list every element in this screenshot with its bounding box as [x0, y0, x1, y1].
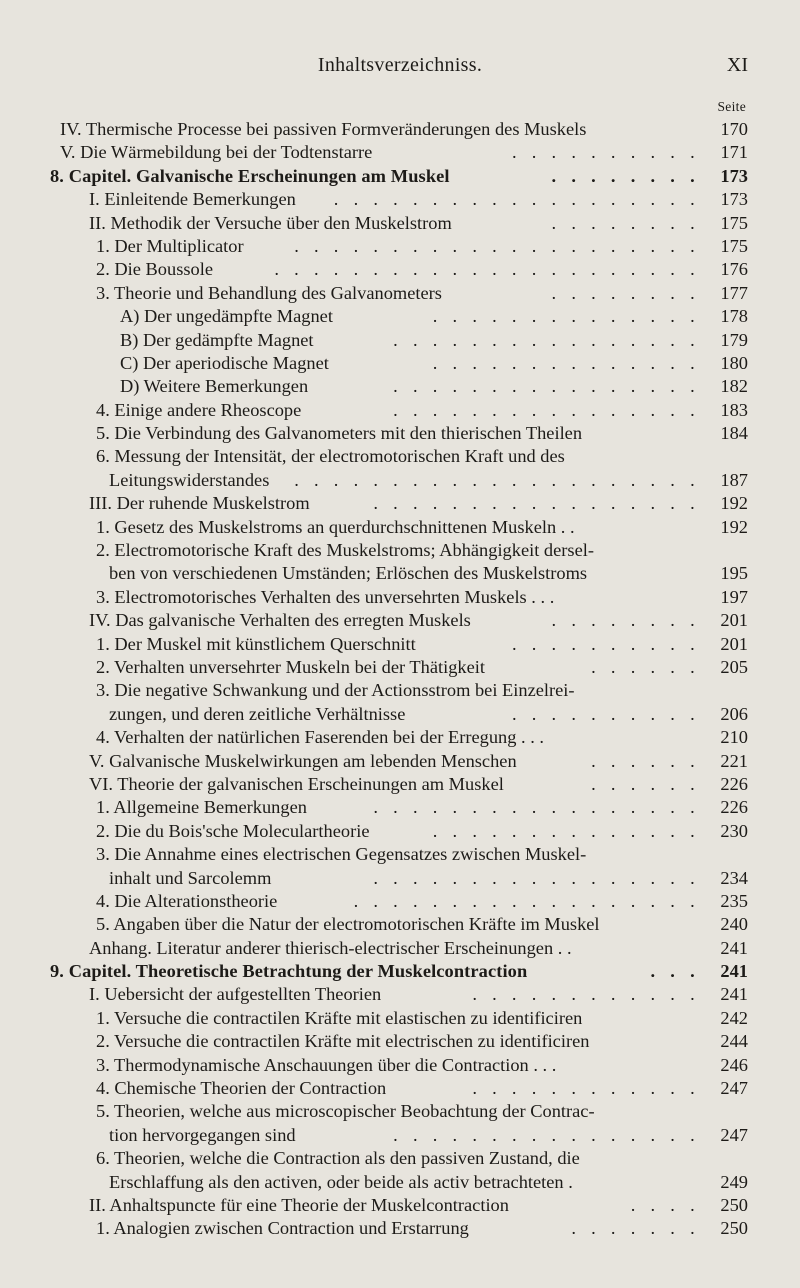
toc-page-number: 221 — [720, 750, 748, 771]
toc-entry — [0, 562, 800, 585]
toc-leader-dots: . . . . . . . — [571, 1218, 700, 1239]
toc-entry — [0, 843, 800, 866]
toc-entry — [0, 258, 800, 281]
running-title: Inhaltsverzeichniss. — [317, 54, 483, 76]
toc-entry — [0, 586, 800, 609]
toc-page-number: 249 — [720, 1171, 748, 1192]
toc-entry-title: 3. Thermodynamische Anschauungen über die Contraction . . . — [96, 1054, 557, 1075]
toc-entry-title: I. Uebersicht der aufgestellten Theorien — [89, 984, 382, 1005]
toc-page-number: 241 — [720, 961, 748, 982]
toc-entry — [0, 656, 800, 679]
toc-entry-title: zungen, und deren zeitliche Verhältnisse — [109, 703, 406, 724]
toc-entry-title: 4. Chemische Theorien der Contraction — [96, 1078, 387, 1099]
toc-leader-dots: . . . . . . . . — [551, 282, 700, 303]
toc-entry — [0, 1100, 800, 1123]
toc-leader-dots: . . . . . . . . . . — [511, 142, 700, 163]
toc-entry-title: tion hervorgegangen sind — [109, 1124, 296, 1145]
toc-leader-dots: . . . . . . . . — [551, 165, 700, 186]
toc-entry-title: C) Der aperiodische Magnet — [120, 352, 329, 373]
toc-entry-title: 1. Allgemeine Bemerkungen — [96, 797, 307, 818]
toc-entry — [0, 329, 800, 352]
toc-page-number: 250 — [720, 1218, 748, 1239]
seite-column-label: Seite — [717, 99, 746, 114]
toc-page-number: 201 — [720, 633, 748, 654]
toc-entry-title: 1. Gesetz des Muskelstroms an querdurchschnittenen Muskeln . . — [96, 516, 575, 537]
toc-leader-dots: . . . . . . . . . . . . — [472, 1078, 700, 1099]
toc-entry-title: 5. Theorien, welche aus microscopischer Beobachtung der Contrac- — [96, 1101, 595, 1122]
toc-page-number: 206 — [720, 703, 748, 724]
toc-page-number: 240 — [720, 914, 748, 935]
toc-entry — [0, 492, 800, 515]
toc-entry — [0, 983, 800, 1006]
toc-page-number: 197 — [720, 586, 748, 607]
toc-entry-title: B) Der gedämpfte Magnet — [120, 329, 314, 350]
toc-leader-dots: . . . . . . . . . . . . . . . . — [393, 1124, 700, 1145]
toc-entry — [0, 679, 800, 702]
toc-entry-title: 4. Einige andere Rheoscope — [96, 399, 302, 420]
toc-entry — [0, 890, 800, 913]
toc-entry — [0, 422, 800, 445]
toc-entry-title: IV. Das galvanische Verhalten des erregten Muskels — [89, 610, 471, 631]
toc-entry — [0, 445, 800, 468]
toc-entry — [0, 352, 800, 375]
toc-entry — [0, 1124, 800, 1147]
toc-entry — [0, 796, 800, 819]
toc-entry-title: inhalt und Sarcolemm — [109, 867, 272, 888]
toc-entry — [0, 1007, 800, 1030]
toc-entry-title: 4. Verhalten der natürlichen Faserenden bei der Erregung . . . — [96, 727, 545, 748]
toc-entry-title: ben von verschiedenen Umständen; Erlöschen des Muskelstroms — [109, 563, 588, 584]
toc-entry-title: 2. Die Boussole — [96, 259, 213, 280]
running-header — [0, 0, 800, 76]
toc-entry — [0, 375, 800, 398]
toc-entry — [0, 282, 800, 305]
toc-page-number: 175 — [720, 212, 748, 233]
page-number: XI — [726, 54, 748, 76]
toc-page-number: 173 — [720, 189, 748, 210]
toc-page-number: 226 — [720, 797, 748, 818]
toc-page-number: 183 — [720, 399, 748, 420]
toc-entry — [0, 1030, 800, 1053]
toc-entry — [0, 750, 800, 773]
toc-leader-dots: . . . . — [630, 1194, 700, 1215]
toc-page-number: 184 — [720, 423, 748, 444]
toc-entry — [0, 118, 800, 141]
toc-entry — [0, 937, 800, 960]
toc-leader-dots: . . . . . . — [591, 750, 700, 771]
toc-entry — [0, 1147, 800, 1170]
toc-entry-title: Erschlaffung als den activen, oder beide als activ betrachteten . — [109, 1171, 573, 1192]
toc-page-number: 241 — [720, 984, 748, 1005]
toc-page-number: 195 — [720, 563, 748, 584]
toc-leader-dots: . . . . . . . . . . . . . . . . . . . — [333, 189, 700, 210]
toc-leader-dots: . . . . . . — [591, 656, 700, 677]
toc-leader-dots: . . . . . . . . . . . . . . . . . — [373, 867, 700, 888]
toc-leader-dots: . . . . . . . . — [551, 212, 700, 233]
toc-entry-title: 3. Electromotorisches Verhalten des unversehrten Muskels . . . — [96, 586, 555, 607]
toc-leader-dots: . . . . . . . . . . . . — [472, 984, 700, 1005]
toc-entry-title: 1. Der Muskel mit künstlichem Querschnitt — [96, 633, 416, 654]
toc-page-number: 246 — [720, 1054, 748, 1075]
toc-leader-dots: . . . . . . . . . . . . . . . . — [393, 376, 700, 397]
toc-page-number: 205 — [720, 656, 748, 677]
toc-entry — [0, 1217, 800, 1240]
toc-entry-title: Leitungswiderstandes — [109, 469, 270, 490]
toc-entry — [0, 305, 800, 328]
toc-page-number: 170 — [720, 119, 748, 139]
toc-page-number: 192 — [720, 516, 748, 537]
toc-entry — [0, 516, 800, 539]
toc-entry-title: 6. Messung der Intensität, der electromotorischen Kraft und des — [96, 446, 565, 467]
toc-entry — [0, 726, 800, 749]
toc-entry-title: V. Die Wärmebildung bei der Todtenstarre — [60, 142, 373, 163]
toc-entry-title: 9. Capitel. Theoretische Betrachtung der Muskelcontraction — [50, 961, 528, 982]
toc-page-number: 230 — [720, 820, 748, 841]
toc-entry — [0, 820, 800, 843]
toc-entry-title: D) Weitere Bemerkungen — [120, 376, 309, 397]
toc-chapter-entry — [0, 960, 800, 983]
toc-leader-dots: . . . . . . . . — [551, 610, 700, 631]
toc-page-number: 175 — [720, 235, 748, 256]
toc-entry-title: 2. Electromotorische Kraft des Muskelstroms; Abhängigkeit dersel- — [96, 540, 594, 561]
toc-entry — [0, 235, 800, 258]
toc-entry-title: 1. Der Multiplicator — [96, 235, 244, 256]
toc-leader-dots: . . . . . . . . . . . . . . . . . . . . . . — [274, 259, 700, 280]
toc-page-number: 235 — [720, 890, 748, 911]
toc-leader-dots: . . . . . . . . . . . . . . . . — [393, 399, 700, 420]
toc-entry-title: V. Galvanische Muskelwirkungen am lebenden Menschen — [89, 750, 517, 771]
toc-entry-title: 5. Angaben über die Natur der electromotorischen Kräfte im Muskel — [96, 914, 600, 935]
toc-entry — [0, 609, 800, 632]
toc-leader-dots: . . . . . . . . . . . . . . . . . — [373, 493, 700, 514]
toc-entry — [0, 1054, 800, 1077]
toc-entry — [0, 212, 800, 235]
toc-entry — [0, 141, 800, 164]
toc-page-number: 210 — [720, 727, 748, 748]
toc-page-number: 226 — [720, 773, 748, 794]
toc-entry-title: 6. Theorien, welche die Contraction als den passiven Zustand, die — [96, 1148, 580, 1169]
toc-leader-dots: . . . . . . — [591, 773, 700, 794]
toc-entry-title: I. Einleitende Bemerkungen — [89, 189, 296, 210]
toc-entry — [0, 1077, 800, 1100]
toc-entry-title: II. Methodik der Versuche über den Muskelstrom — [89, 212, 452, 233]
toc-entry — [0, 633, 800, 656]
toc-entry-title: 4. Die Alterationstheorie — [96, 890, 278, 911]
toc-entry-title: II. Anhaltspuncte für eine Theorie der Muskelcontraction — [89, 1194, 509, 1215]
toc-entry-title: A) Der ungedämpfte Magnet — [120, 306, 333, 327]
table-of-contents — [0, 118, 800, 1241]
toc-page-number: 192 — [720, 493, 748, 514]
toc-entry — [0, 469, 800, 492]
toc-entry-title: Anhang. Literatur anderer thierisch-electrischer Erscheinungen . . — [89, 937, 572, 958]
toc-entry-title: VI. Theorie der galvanischen Erscheinungen am Muskel — [89, 773, 504, 794]
toc-page-number: 244 — [720, 1031, 748, 1052]
toc-leader-dots: . . . . . . . . . . . . . . . . . — [373, 797, 700, 818]
toc-page-number: 182 — [720, 376, 748, 397]
toc-entry — [0, 539, 800, 562]
toc-leader-dots: . . . . . . . . . . — [511, 633, 700, 654]
toc-page-number: 187 — [720, 469, 748, 490]
toc-entry — [0, 188, 800, 211]
toc-page-number: 234 — [720, 867, 748, 888]
toc-page-number: 241 — [720, 937, 748, 958]
toc-entry-title: 3. Die negative Schwankung und der Actionsstrom bei Einzelrei- — [96, 680, 575, 701]
toc-entry — [0, 399, 800, 422]
toc-page-number: 177 — [720, 282, 748, 303]
toc-entry-title: 2. Versuche die contractilen Kräfte mit electrischen zu identificiren — [96, 1031, 590, 1052]
toc-page-number: 179 — [720, 329, 748, 350]
toc-leader-dots: . . . . . . . . . . . . . . . . . . . . . — [294, 235, 700, 256]
toc-entry-title: 2. Die du Bois'sche Moleculartheorie — [96, 820, 370, 841]
toc-page-number: 173 — [720, 165, 748, 186]
toc-entry-title: 2. Verhalten unversehrter Muskeln bei der Thätigkeit — [96, 656, 485, 677]
toc-chapter-entry — [0, 165, 800, 188]
toc-entry — [0, 867, 800, 890]
toc-page-number: 247 — [720, 1078, 748, 1099]
toc-entry-title: 3. Theorie und Behandlung des Galvanometers — [96, 282, 442, 303]
toc-entry-title: 1. Versuche die contractilen Kräfte mit elastischen zu identificiren — [96, 1007, 583, 1028]
toc-entry — [0, 1171, 800, 1194]
toc-leader-dots: . . . . . . . . . . . . . . . . . . — [353, 890, 700, 911]
toc-page-number: 201 — [720, 610, 748, 631]
toc-page-number: 176 — [720, 259, 748, 280]
toc-page-number: 242 — [720, 1007, 748, 1028]
toc-leader-dots: . . . . . . . . . . . . . . — [432, 820, 700, 841]
toc-entry-title: III. Der ruhende Muskelstrom — [89, 493, 310, 514]
toc-leader-dots: . . . . . . . . . . . . . . — [432, 352, 700, 373]
toc-page-number: 180 — [720, 352, 748, 373]
toc-page-number: 247 — [720, 1124, 748, 1145]
toc-leader-dots: . . . — [650, 961, 700, 982]
toc-leader-dots: . . . . . . . . . . . . . . . . . . . . . — [294, 469, 700, 490]
toc-leader-dots: . . . . . . . . . . — [511, 703, 700, 724]
toc-page-number: 250 — [720, 1194, 748, 1215]
toc-page-number: 171 — [720, 142, 748, 163]
toc-entry — [0, 913, 800, 936]
toc-entry-title: 3. Die Annahme eines electrischen Gegensatzes zwischen Muskel- — [96, 844, 587, 865]
toc-entry — [0, 1194, 800, 1217]
toc-entry-title: 1. Analogien zwischen Contraction und Erstarrung — [96, 1218, 469, 1239]
toc-leader-dots: . . . . . . . . . . . . . . . . — [393, 329, 700, 350]
toc-entry — [0, 703, 800, 726]
toc-page-number: 178 — [720, 306, 748, 327]
toc-entry — [0, 773, 800, 796]
toc-entry-title: IV. Thermische Processe bei passiven Formveränderungen des Muskels — [60, 119, 587, 139]
toc-entry-title: 5. Die Verbindung des Galvanometers mit den thierischen Theilen — [96, 423, 583, 444]
toc-entry-title: 8. Capitel. Galvanische Erscheinungen am Muskel — [50, 165, 450, 186]
toc-leader-dots: . . . . . . . . . . . . . . — [432, 306, 700, 327]
